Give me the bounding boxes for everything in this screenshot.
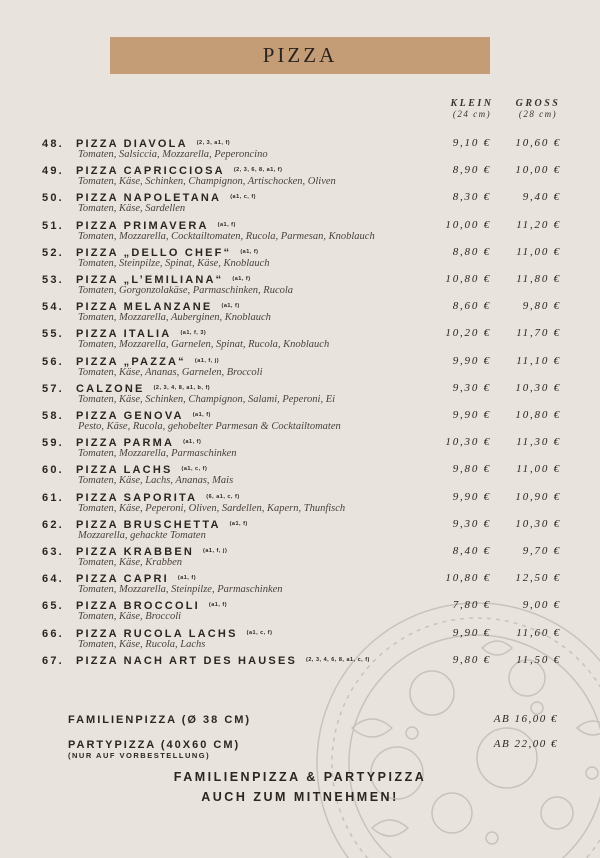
item-allergens: (a1, f) [208, 602, 228, 609]
price-small: 9,80 € [452, 463, 491, 476]
item-number: 59. [42, 437, 64, 450]
price-large: 9,80 € [522, 300, 561, 313]
menu-item [42, 220, 562, 247]
price-large: 11,80 € [516, 273, 561, 285]
price-large: 11,20 € [516, 218, 561, 231]
item-name: PIZZA GENOVA [76, 410, 184, 422]
item-number: 51. [42, 219, 64, 232]
price-small: 8,90 € [452, 164, 491, 177]
item-allergens: (a1, f) [229, 520, 248, 527]
item-description: Tomaten, Mozzarella, Parmaschinken [78, 448, 237, 460]
item-allergens: (a1, f) [183, 439, 202, 446]
price-small: 10,80 € [445, 572, 491, 585]
size-cm-small: (24 cm) [452, 109, 492, 119]
price-small: 9,90 € [452, 409, 491, 421]
item-allergens: (6, a1, c, f) [206, 493, 240, 500]
price-small: 10,20 € [445, 327, 491, 340]
menu-item [42, 192, 562, 219]
item-description: Tomaten, Käse, Rucola, Lachs [78, 638, 206, 650]
partypizza-price: AB 22,00 € [493, 738, 558, 750]
item-allergens: (a1, f, 3) [180, 330, 207, 337]
menu-item [42, 655, 562, 682]
menu-item [42, 356, 562, 383]
price-small: 9,90 € [452, 490, 491, 503]
menu-item [42, 573, 562, 600]
menu-item [42, 328, 562, 355]
item-number: 52. [42, 246, 64, 259]
item-description: Tomaten, Käse, Sardellen [78, 203, 186, 215]
item-name: PIZZA MELANZANE [76, 301, 213, 314]
menu-item [42, 165, 562, 192]
price-large: 9,40 € [522, 191, 561, 204]
price-large: 10,30 € [515, 381, 561, 394]
item-description: Tomaten, Steinpilze, Spinat, Käse, Knoblauch [78, 257, 270, 269]
price-small: 8,30 € [452, 191, 491, 204]
item-description: Tomaten, Gorgonzolakäse, Parmaschinken, Rucola [78, 285, 294, 296]
footer-line-1: FAMILIENPIZZA & PARTYPIZZA [173, 770, 427, 784]
item-name: PIZZA NACH ART DES HAUSES [76, 654, 298, 667]
item-allergens: (2, 3, 4, 8, a1, b, f) [153, 384, 211, 391]
price-large: 12,50 € [515, 572, 561, 585]
price-small: 8,40 € [452, 545, 491, 557]
item-description: Tomaten, Käse, Krabben [78, 557, 183, 568]
size-name-large: GROSS [515, 98, 561, 109]
price-large: 10,00 € [515, 164, 561, 177]
item-name: PIZZA BRUSCHETTA [76, 518, 221, 531]
item-number: 55. [42, 328, 64, 341]
item-allergens: (a1, f) [221, 303, 240, 310]
item-number: 53. [42, 274, 64, 286]
price-small: 9,30 € [452, 517, 491, 530]
item-number: 64. [42, 573, 64, 586]
item-allergens: (a1, f) [217, 221, 236, 228]
item-name: PIZZA „PAZZA“ [76, 355, 186, 368]
price-large: 11,10 € [516, 354, 561, 367]
item-number: 48. [42, 138, 64, 150]
item-number: 67. [42, 654, 64, 667]
item-description: Tomaten, Käse, Schinken, Champignon, Artischocken, Oliven [78, 176, 336, 188]
price-small: 10,30 € [445, 436, 491, 449]
price-large: 10,60 € [515, 137, 561, 149]
item-name: CALZONE [76, 382, 145, 395]
item-allergens: (2, 3, 4, 6, 8, a1, c, f) [306, 656, 370, 663]
item-name: PIZZA KRABBEN [76, 546, 195, 558]
menu-item [42, 437, 562, 464]
partypizza-note: (NUR AUF VORBESTELLUNG) [68, 751, 211, 760]
item-name: PIZZA DIAVOLA [76, 138, 188, 150]
item-name: PIZZA „DELLO CHEF“ [76, 246, 232, 259]
item-number: 60. [42, 464, 64, 477]
partypizza-label: PARTYPIZZA (40X60 CM) [68, 739, 241, 751]
price-small: 10,80 € [445, 273, 491, 285]
item-description: Tomaten, Käse, Peperoni, Oliven, Sardellen, Kapern, Thunfisch [78, 502, 346, 514]
size-header-small [447, 99, 497, 119]
item-description: Tomaten, Käse, Broccoli [78, 611, 182, 623]
item-description: Tomaten, Käse, Lachs, Ananas, Mais [78, 475, 234, 487]
size-header-large [512, 99, 564, 119]
menu-item [42, 464, 562, 491]
price-large: 9,70 € [522, 545, 561, 557]
price-small: 9,10 € [452, 137, 491, 149]
menu-item [42, 492, 562, 519]
price-large: 11,70 € [516, 327, 561, 340]
item-name: PIZZA CAPRICCIOSA [76, 165, 225, 178]
item-description: Tomaten, Mozzarella, Cocktailtomaten, Rucola, Parmesan, Knoblauch [78, 230, 375, 242]
item-number: 61. [42, 491, 64, 504]
price-small: 9,80 € [452, 653, 491, 666]
price-small: 9,90 € [452, 626, 491, 639]
item-allergens: (a1, f, j) [194, 357, 220, 364]
item-name: PIZZA BROCCOLI [76, 600, 200, 613]
footer-line-2: AUCH ZUM MITNEHMEN! [201, 790, 399, 804]
item-name: PIZZA NAPOLETANA [76, 192, 222, 205]
menu-item [42, 519, 562, 546]
item-name: PIZZA CAPRI [76, 573, 169, 586]
item-description: Tomaten, Mozzarella, Auberginen, Knoblauch [78, 312, 271, 324]
price-large: 10,30 € [515, 517, 561, 530]
menu-item [42, 301, 562, 328]
item-description: Tomaten, Käse, Schinken, Champignon, Salami, Peperoni, Ei [78, 393, 336, 405]
item-title-line [42, 655, 370, 667]
item-description: Tomaten, Salsiccia, Mozzarella, Peperoncino [78, 149, 268, 160]
item-number: 57. [42, 382, 64, 395]
item-name: PIZZA PRIMAVERA [76, 219, 209, 232]
item-allergens: (a1, f, j) [203, 548, 228, 554]
menu-item [42, 600, 562, 627]
size-name-small: KLEIN [450, 98, 494, 109]
item-number: 56. [42, 355, 64, 368]
size-cm-large: (28 cm) [518, 109, 558, 119]
price-large: 11,30 € [516, 436, 561, 449]
item-name: PIZZA PARMA [76, 437, 175, 450]
price-small: 10,00 € [445, 218, 491, 231]
price-large: 11,50 € [516, 653, 561, 666]
price-large: 11,00 € [516, 463, 561, 476]
item-number: 63. [42, 546, 64, 558]
title-bar [110, 37, 490, 74]
item-allergens: (2, 3, a1, f) [196, 140, 231, 146]
price-small: 8,80 € [452, 245, 491, 258]
item-number: 58. [42, 410, 64, 422]
price-small: 8,60 € [452, 300, 491, 313]
item-allergens: (a1, f) [192, 412, 211, 418]
item-description: Mozzarella, gehackte Tomaten [78, 529, 206, 541]
price-large: 11,60 € [516, 626, 561, 639]
item-allergens: (a1, f) [232, 276, 251, 282]
item-number: 65. [42, 600, 64, 613]
menu-item [42, 546, 562, 573]
price-large: 10,90 € [515, 490, 561, 503]
price-small: 7,80 € [452, 599, 491, 612]
item-description: Tomaten, Mozzarella, Steinpilze, Parmaschinken [78, 584, 283, 596]
item-number: 66. [42, 627, 64, 640]
item-name: PIZZA „L’EMILIANA“ [76, 274, 224, 286]
page-title: PIZZA [262, 43, 338, 67]
price-large: 10,80 € [515, 409, 561, 421]
price-small: 9,30 € [452, 381, 491, 394]
price-large: 9,00 € [522, 599, 561, 612]
item-name: PIZZA RUCOLA LACHS [76, 627, 238, 640]
item-number: 50. [42, 192, 64, 205]
item-name: PIZZA SAPORITA [76, 491, 198, 504]
item-allergens: (a1, c, f) [230, 194, 256, 201]
menu-item [42, 274, 562, 301]
item-description: Tomaten, Käse, Ananas, Garnelen, Broccoli [78, 366, 263, 378]
familienpizza-price: AB 16,00 € [493, 713, 558, 725]
item-number: 49. [42, 165, 64, 178]
price-small: 9,90 € [452, 354, 491, 367]
menu-item [42, 138, 562, 165]
item-allergens: (a1, c, f) [246, 629, 273, 636]
menu-item [42, 410, 562, 437]
familienpizza-label: FAMILIENPIZZA (Ø 38 CM) [68, 714, 252, 726]
item-name: PIZZA LACHS [76, 464, 173, 477]
menu-item [42, 247, 562, 274]
menu-item [42, 383, 562, 410]
item-allergens: (a1, f) [240, 248, 259, 255]
item-number: 62. [42, 518, 64, 531]
item-description: Pesto, Käse, Rucola, gehobelter Parmesan & Cocktailtomaten [78, 421, 341, 432]
item-name: PIZZA ITALIA [76, 328, 172, 341]
item-allergens: (a1, f) [177, 575, 197, 582]
item-allergens: (a1, c, f) [181, 466, 208, 473]
item-number: 54. [42, 301, 64, 314]
price-large: 11,00 € [516, 245, 561, 258]
menu-item [42, 628, 562, 655]
item-allergens: (2, 3, 6, 8, a1, f) [233, 167, 283, 174]
item-description: Tomaten, Mozzarella, Garnelen, Spinat, Rucola, Knoblauch [78, 339, 330, 351]
